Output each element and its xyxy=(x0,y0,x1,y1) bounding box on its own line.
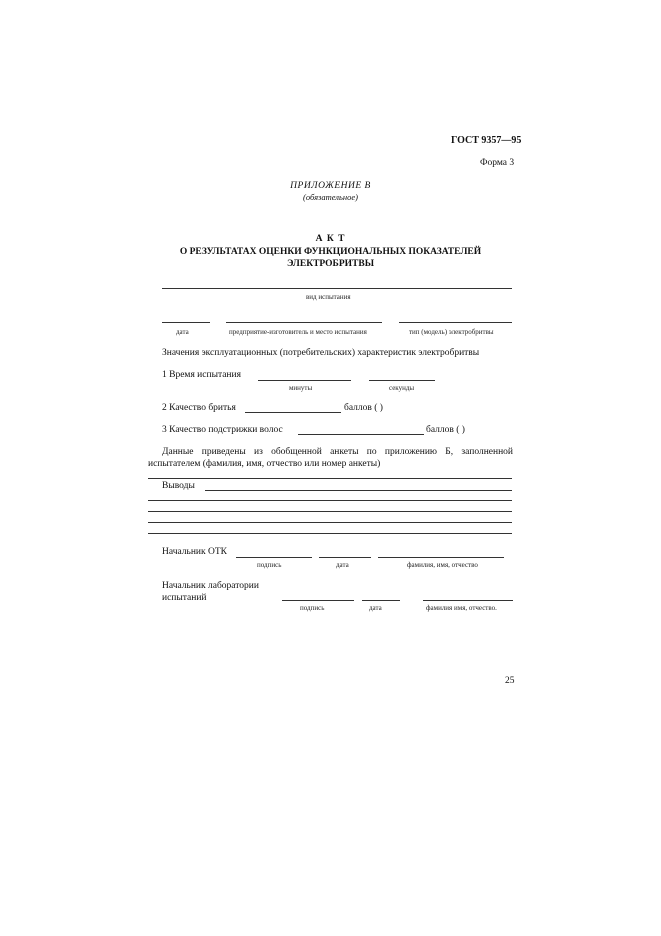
conclusions-line-2 xyxy=(148,500,512,501)
data-note-line-1: Данные приведены из обобщенной анкеты по приложению Б, заполненной xyxy=(162,447,513,457)
act-title: А К Т xyxy=(315,234,346,244)
appendix-title: ПРИЛОЖЕНИЕ В xyxy=(290,181,371,191)
data-note-line-2: испытателем (фамилия, имя, отчество или номер анкеты) xyxy=(148,459,381,469)
lab-signature-caption: подпись xyxy=(300,604,325,612)
trim-quality-label: 3 Качество подстрижки волос xyxy=(162,425,283,435)
otk-signature-line xyxy=(236,557,312,558)
appendix-note: (обязательное) xyxy=(303,192,358,202)
conclusions-line-5 xyxy=(148,533,512,534)
lab-signature-line xyxy=(282,600,354,601)
date-line xyxy=(162,322,210,323)
conclusions-line-4 xyxy=(148,522,512,523)
page-number: 25 xyxy=(505,676,515,686)
lab-head-label-1: Начальник лаборатории xyxy=(162,581,259,591)
lab-name-line xyxy=(423,600,513,601)
manufacturer-caption: предприятие-изготовитель и место испытания xyxy=(229,328,367,336)
seconds-line xyxy=(369,380,435,381)
test-type-caption: вид испытания xyxy=(306,293,351,301)
conclusions-line-3 xyxy=(148,511,512,512)
conclusions-line-0 xyxy=(148,478,512,479)
test-time-label: 1 Время испытания xyxy=(162,370,241,380)
otk-date-caption: дата xyxy=(336,561,349,569)
form-number: Форма 3 xyxy=(480,158,515,168)
values-heading: Значения эксплуатационных (потребительских) характеристик электробритвы xyxy=(162,348,480,358)
otk-date-line xyxy=(319,557,371,558)
test-type-line xyxy=(162,288,512,289)
conclusions-label: Выводы xyxy=(162,481,195,491)
shave-quality-points: баллов ( ) xyxy=(344,403,383,413)
model-caption: тип (модель) электробритвы xyxy=(409,328,494,336)
otk-name-caption: фамилия, имя, отчество xyxy=(407,561,478,569)
manufacturer-line xyxy=(226,322,382,323)
lab-name-caption: фамилия имя, отчество. xyxy=(426,604,497,612)
conclusions-line-1 xyxy=(205,490,512,491)
otk-signature-caption: подпись xyxy=(257,561,282,569)
minutes-caption: минуты xyxy=(289,384,313,392)
trim-quality-points: баллов ( ) xyxy=(426,425,465,435)
otk-name-line xyxy=(378,557,504,558)
model-line xyxy=(399,322,512,323)
shave-quality-label: 2 Качество бритья xyxy=(162,403,236,413)
trim-quality-line xyxy=(298,434,424,435)
minutes-line xyxy=(258,380,351,381)
otk-head-label: Начальник ОТК xyxy=(162,547,228,557)
shave-quality-line xyxy=(245,412,341,413)
standard-number: ГОСТ 9357—95 xyxy=(451,135,522,146)
date-caption: дата xyxy=(176,328,189,336)
seconds-caption: секунды xyxy=(389,384,415,392)
lab-date-caption: дата xyxy=(369,604,382,612)
act-subtitle-1: О РЕЗУЛЬТАТАХ ОЦЕНКИ ФУНКЦИОНАЛЬНЫХ ПОКАЗАТЕЛЕЙ xyxy=(179,247,482,257)
act-subtitle-2: ЭЛЕКТРОБРИТВЫ xyxy=(286,259,375,269)
lab-date-line xyxy=(362,600,400,601)
lab-head-label-2: испытаний xyxy=(162,593,207,603)
